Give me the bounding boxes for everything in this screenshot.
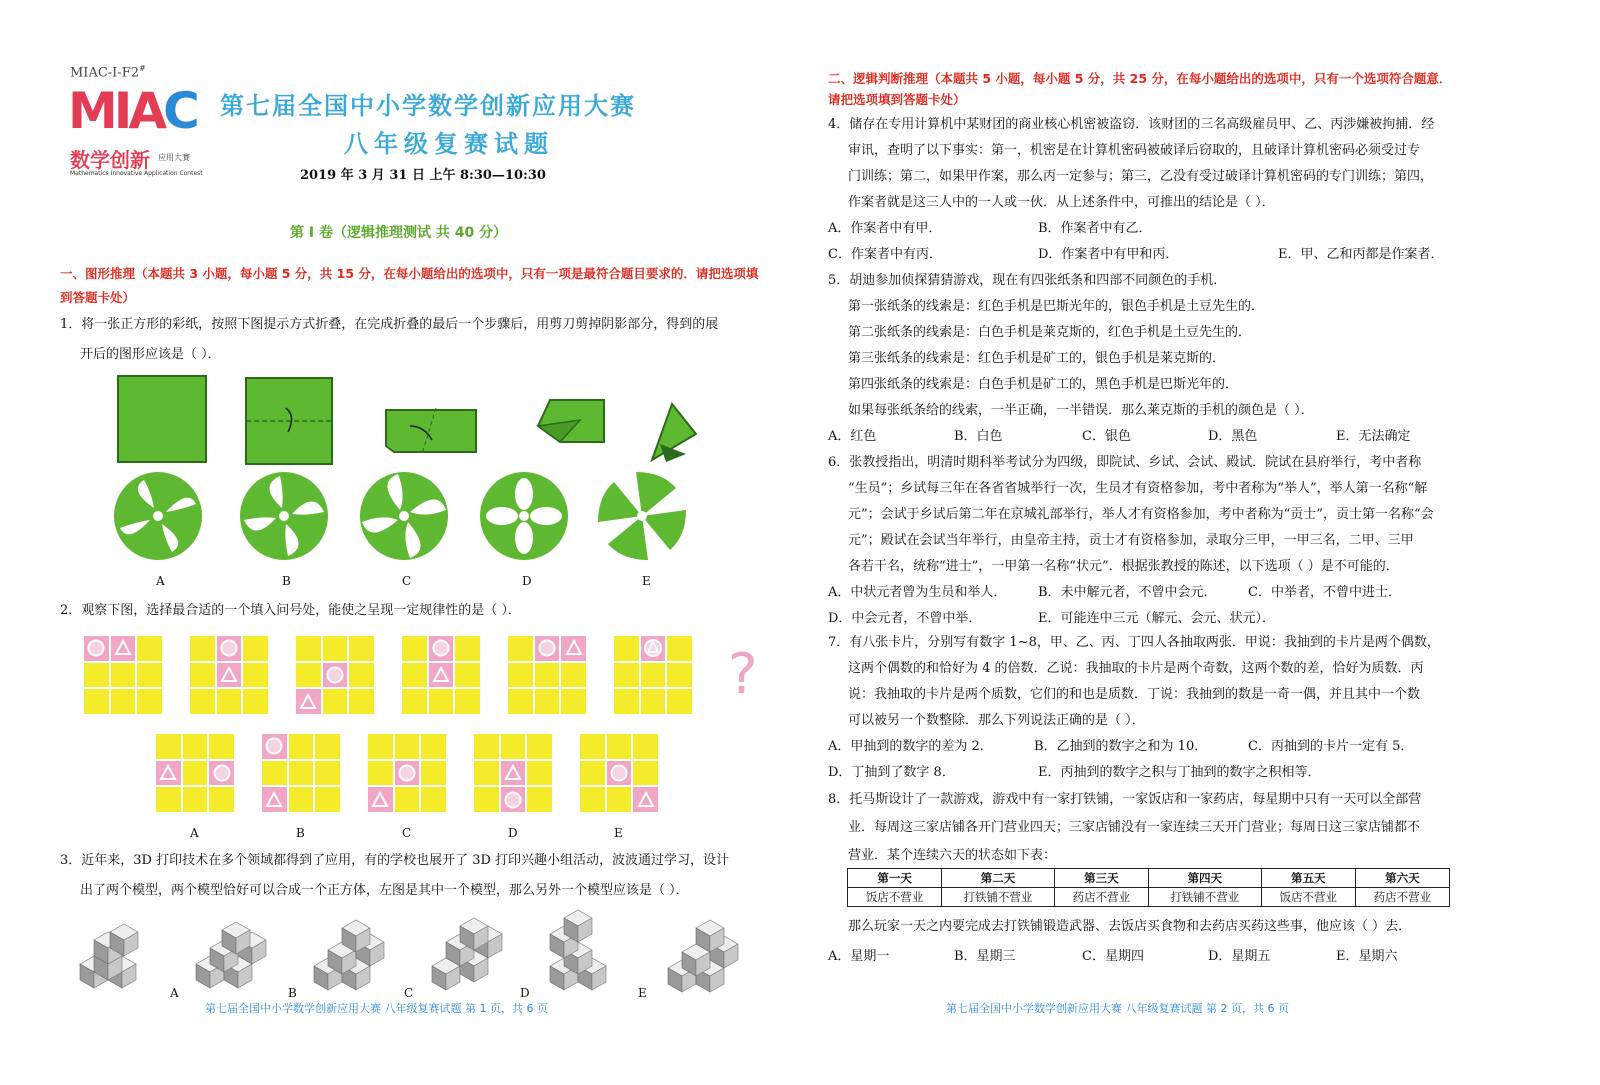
q2-option-grid <box>580 734 658 812</box>
circle-icon <box>538 639 556 657</box>
triangle-icon <box>504 764 522 782</box>
q2-sequence-grid <box>508 636 586 714</box>
fold-step-1 <box>118 376 206 462</box>
grid-cell <box>561 689 586 714</box>
grid-cell <box>421 761 446 786</box>
page-2-footer: 第七届全国中小学数学创新应用大赛 八年级复赛试题 第 2 页，共 6 页 <box>946 1002 1289 1015</box>
grid-cell <box>315 734 340 759</box>
q2-sequence-grid <box>614 636 692 714</box>
q6-option-a: A．中状元者曾为生员和举人． <box>828 585 1007 600</box>
question-6: 6．张教授指出，明清时期科举考试分为四级，即院试、乡试、会试、殿试．院试在县府举行，考中者称 “生员”；乡试每三年在各省省城举行一次，生员才有资格参加，考中者称为“举人”，举人第一名称“解 元”；会试于乡试后第二年在京城礼部举行，举人才有资格参加，考中者称为“贡士”，贡士第一名称“会 元”；殿试在会试当年举行，由皇帝主持，贡士才有资格参加，录取分三甲，一甲三名，二甲、三甲 各若干名，统称“进士”，一甲第一名称“状元”．根据张教授的陈述，以下选项（ ）是不可能的． <box>828 455 1434 574</box>
q2-option-c-label: C <box>402 826 412 840</box>
grid-cell <box>262 787 287 812</box>
triangle-icon <box>637 791 655 809</box>
grid-cell <box>527 761 552 786</box>
volume-title: 第 I 卷（逻辑推理测试 共 40 分） <box>290 225 508 241</box>
question-1: 1．将一张正方形的彩纸，按照下图提示方式折叠，在完成折叠的最后一个步骤后，用剪刀剪掉阴影部分，得到的展 开后的图形应该是（ ）． <box>60 317 719 362</box>
question-2: 2．观察下图，选择最合适的一个填入问号处，能使之呈现一定规律性的是（ ）． <box>60 603 521 618</box>
grid-cell <box>614 636 639 661</box>
q3-option-e-model <box>668 920 738 992</box>
grid-cell <box>607 761 632 786</box>
grid-cell <box>429 663 454 688</box>
grid-cell <box>455 689 480 714</box>
grid-cell <box>535 689 560 714</box>
grid-cell <box>156 734 181 759</box>
folding-steps-figure <box>110 370 710 470</box>
fold-step-3 <box>386 408 476 454</box>
question-4: 4．储存在专用计算机中某财团的商业核心机密被盗窃．该财团的三名高级雇员甲、乙、丙涉嫌被拘捕．经 审讯，查明了以下事实：第一，机密是在计算机密码被破译后窃取的，且破译计算机密码必须受过专 门训练；第二，如果甲作案，那么丙一定参与；第三，乙没有受过破译计算机密码的专门训练；第四， 作案者就是这三人中的一人或一伙．从上述条件中，可推出的结论是（ ）． <box>828 117 1435 210</box>
q8-option-a: A．星期一 <box>828 949 890 964</box>
q3-cube-models-figure <box>70 906 760 998</box>
grid-cell <box>633 761 658 786</box>
grid-cell <box>402 636 427 661</box>
grid-cell <box>641 663 666 688</box>
q1-option-b-figure <box>240 472 328 560</box>
grid-cell <box>527 734 552 759</box>
grid-cell <box>323 689 348 714</box>
grid-cell <box>296 636 321 661</box>
grid-cell <box>641 689 666 714</box>
exam-title: 第七届全国中小学数学创新应用大赛 <box>220 92 636 120</box>
grid-cell <box>217 636 242 661</box>
q1-option-a-figure <box>114 472 202 560</box>
grid-cell <box>349 663 374 688</box>
q2-option-d-label: D <box>508 826 518 840</box>
grid-cell <box>84 689 109 714</box>
q6-option-b: B．未中解元者，不曾中会元． <box>1038 585 1217 600</box>
q7-option-d: D．丁抽到了数字 8． <box>828 765 955 780</box>
q2-option-b-label: B <box>296 826 305 840</box>
q3-option-b-model <box>314 920 384 990</box>
grid-cell <box>217 689 242 714</box>
grid-cell <box>368 761 393 786</box>
circle-icon <box>326 666 344 684</box>
table-header-cell: 第六天 <box>1355 869 1449 888</box>
triangle-icon <box>114 639 132 657</box>
question-mark-icon: ? <box>728 642 758 707</box>
grid-cell <box>455 663 480 688</box>
q8-option-d: D．星期五 <box>1208 949 1271 964</box>
grid-cell <box>349 689 374 714</box>
grid-cell <box>323 663 348 688</box>
grid-cell <box>508 663 533 688</box>
grid-cell <box>315 787 340 812</box>
exam-subtitle: 八年级复赛试题 <box>344 130 554 158</box>
q2-sequence-grid <box>190 636 268 714</box>
circle-icon <box>398 764 416 782</box>
grid-cell <box>209 787 234 812</box>
grid-cell <box>289 734 314 759</box>
table-cell: 打铁铺不营业 <box>1148 888 1261 907</box>
exam-date: 2019 年 3 月 31 日 上午 8:30—10:30 <box>300 168 546 183</box>
grid-cell <box>508 689 533 714</box>
grid-cell <box>156 787 181 812</box>
triangle-icon <box>220 666 238 684</box>
grid-cell <box>607 787 632 812</box>
table-header-cell: 第二天 <box>942 869 1055 888</box>
q1-option-c-figure <box>360 472 448 560</box>
grid-cell <box>323 636 348 661</box>
q8-option-e: E．星期六 <box>1336 949 1398 964</box>
circle-icon <box>432 639 450 657</box>
q2-option-e-label: E <box>614 826 623 840</box>
grid-cell <box>84 636 109 661</box>
grid-cell <box>561 663 586 688</box>
q6-option-c: C．中举者，不曾中进士． <box>1248 585 1401 600</box>
grid-cell <box>508 636 533 661</box>
miac-logo: MIAC 数学创新 应用大赛 Mathematics Innovative Application Contest <box>68 82 203 177</box>
fold-step-2 <box>246 378 332 464</box>
circle-icon <box>213 764 231 782</box>
q3-option-a-model <box>196 922 266 988</box>
q5-option-b: B．白色 <box>954 429 1003 444</box>
grid-cell <box>421 787 446 812</box>
grid-cell <box>368 734 393 759</box>
q1-option-b-label: B <box>282 574 291 588</box>
table-header-cell: 第四天 <box>1148 869 1261 888</box>
q3-option-d-label: D <box>520 986 530 1000</box>
circle-icon <box>220 639 238 657</box>
table-cell: 药店不营业 <box>1355 888 1449 907</box>
grid-cell <box>633 787 658 812</box>
triangle-icon <box>159 764 177 782</box>
grid-cell <box>243 636 268 661</box>
grid-cell <box>402 689 427 714</box>
q8-question-text: 那么玩家一天之内要完成去打铁铺锻造武器、去饭店买食物和去药店买药这些事，他应该（ ）去． <box>848 919 1412 934</box>
q4-option-b: B．作案者中有乙． <box>1038 221 1152 236</box>
grid-cell <box>289 787 314 812</box>
q1-option-c-label: C <box>402 574 412 588</box>
q2-sequence-grid <box>296 636 374 714</box>
question-5: 5．胡迪参加侦探猜猜游戏，现在有四张纸条和四部不同颜色的手机． 第一张纸条的线索是：红色手机是巴斯光年的，银色手机是土豆先生的． 第二张纸条的线索是：白色手机是莱克斯的，红色手机是土豆先生的． 第三张纸条的线索是：红色手机是矿工的，银色手机是莱克斯的． 第四张纸条的线索是：白色手机是矿工的，黑色手机是巴斯光年的． 如果每张纸条给的线索，一半正确，一半错误．那么莱克斯的手机的颜色是（ ）． <box>828 273 1314 418</box>
grid-cell <box>527 787 552 812</box>
section2-heading: 二、逻辑判断推理（本题共 5 小题，每小题 5 分，共 25 分，在每小题给出的选项中，只有一个选项符合题意．请把选项填到答题卡处） <box>828 71 1452 107</box>
grid-cell <box>243 663 268 688</box>
grid-cell <box>349 636 374 661</box>
q5-option-c: C．银色 <box>1082 429 1131 444</box>
grid-cell <box>474 787 499 812</box>
circle-icon <box>504 791 522 809</box>
q5-option-a: A．红色 <box>828 429 877 444</box>
q1-option-d-figure <box>480 472 568 560</box>
circle-icon <box>610 764 628 782</box>
grid-cell <box>137 663 162 688</box>
q7-option-c: C．丙抽到的卡片一定有 5． <box>1248 739 1414 754</box>
table-cell: 饭店不营业 <box>1261 888 1355 907</box>
grid-cell <box>262 734 287 759</box>
grid-cell <box>421 734 446 759</box>
q2-sequence-grid <box>402 636 480 714</box>
fold-step-5 <box>652 404 696 462</box>
grid-cell <box>111 663 136 688</box>
grid-cell <box>395 734 420 759</box>
q4-option-c: C．作案者中有丙． <box>828 247 942 262</box>
grid-cell <box>667 689 692 714</box>
grid-cell <box>190 636 215 661</box>
triangle-icon <box>299 693 317 711</box>
q1-option-e-label: E <box>642 574 651 588</box>
table-header-cell: 第一天 <box>848 869 942 888</box>
grid-cell <box>429 636 454 661</box>
document-code: MIAC-I-F2# <box>70 64 146 81</box>
q8-week-table <box>847 868 1450 907</box>
grid-cell <box>641 636 666 661</box>
grid-cell <box>633 734 658 759</box>
q2-sequence-grid <box>84 636 162 714</box>
grid-cell <box>501 787 526 812</box>
grid-cell <box>501 761 526 786</box>
q3-option-b-label: B <box>288 986 297 1000</box>
q2-option-grid <box>156 734 234 812</box>
q2-option-a-label: A <box>190 826 199 840</box>
grid-cell <box>535 663 560 688</box>
table-cell: 药店不营业 <box>1054 888 1148 907</box>
q8-option-c: C．星期四 <box>1082 949 1144 964</box>
grid-cell <box>474 734 499 759</box>
q2-option-grid <box>474 734 552 812</box>
question-3: 3．近年来，3D 打印技术在多个领域都得到了应用，有的学校也展开了 3D 打印兴趣小组活动，波波通过学习，设计 出了两个模型，两个模型恰好可以合成一个正方体，左图是其中一个模型，那么另外一个模型应该是（ ）． <box>60 853 730 898</box>
grid-cell <box>183 787 208 812</box>
q4-option-a: A．作案者中有甲． <box>828 221 942 236</box>
grid-cell <box>137 636 162 661</box>
grid-cell <box>156 761 181 786</box>
grid-cell <box>580 787 605 812</box>
q3-option-a-label: A <box>170 986 179 1000</box>
grid-cell <box>667 636 692 661</box>
triangle-icon <box>565 639 583 657</box>
grid-cell <box>183 734 208 759</box>
grid-cell <box>395 761 420 786</box>
grid-cell <box>561 636 586 661</box>
grid-cell <box>429 689 454 714</box>
grid-cell <box>183 761 208 786</box>
table-cell: 饭店不营业 <box>848 888 942 907</box>
grid-cell <box>455 636 480 661</box>
q6-option-d: D．中会元者，不曾中举． <box>828 611 982 626</box>
grid-cell <box>368 787 393 812</box>
grid-cell <box>111 636 136 661</box>
q3-option-d-model <box>550 910 606 990</box>
triangle-icon <box>265 791 283 809</box>
q3-given-model <box>80 924 138 988</box>
section1-heading: 一、图形推理（本题共 3 小题，每小题 5 分，共 15 分，在每小题给出的选项中，只有一项是最符合题目要求的．请把选项填到答题卡处） <box>60 266 759 305</box>
grid-cell <box>402 663 427 688</box>
q1-option-d-label: D <box>522 574 532 588</box>
fold-step-4 <box>538 400 604 442</box>
q8-option-b: B．星期三 <box>954 949 1016 964</box>
circle-icon <box>87 639 105 657</box>
grid-cell <box>614 663 639 688</box>
q7-option-e: E．丙抽到的数字之积与丁抽到的数字之积相等． <box>1038 765 1321 780</box>
grid-cell <box>614 689 639 714</box>
grid-cell <box>395 787 420 812</box>
grid-cell <box>296 689 321 714</box>
grid-cell <box>296 663 321 688</box>
q3-option-e-label: E <box>638 986 647 1000</box>
q1-options-figure <box>112 470 712 568</box>
grid-cell <box>289 761 314 786</box>
q3-option-c-label: C <box>404 986 414 1000</box>
q2-option-grid <box>262 734 340 812</box>
grid-cell <box>580 734 605 759</box>
triangle-in-circle-icon <box>643 638 663 658</box>
q6-option-e: E．可能连中三元（解元、会元、状元）． <box>1038 611 1275 626</box>
grid-cell <box>243 689 268 714</box>
grid-cell <box>474 761 499 786</box>
q1-option-a-label: A <box>156 574 165 588</box>
grid-cell <box>501 734 526 759</box>
grid-cell <box>217 663 242 688</box>
grid-cell <box>607 734 632 759</box>
q7-option-a: A．甲抽到的数字的差为 2． <box>828 739 993 754</box>
page-1-footer: 第七届全国中小学数学创新应用大赛 八年级复赛试题 第 1 页，共 6 页 <box>205 1002 548 1015</box>
triangle-icon <box>432 666 450 684</box>
table-cell: 打铁铺不营业 <box>942 888 1055 907</box>
q3-option-c-model <box>432 918 502 990</box>
q4-option-e: E．甲、乙和丙都是作案者． <box>1278 247 1444 262</box>
q2-option-grid <box>368 734 446 812</box>
circle-icon <box>265 737 283 755</box>
grid-cell <box>315 761 340 786</box>
grid-cell <box>667 663 692 688</box>
grid-cell <box>190 689 215 714</box>
grid-cell <box>111 689 136 714</box>
grid-cell <box>535 636 560 661</box>
q1-option-e-figure <box>598 472 686 560</box>
grid-cell <box>190 663 215 688</box>
q5-option-e: E．无法确定 <box>1336 429 1411 444</box>
grid-cell <box>137 689 162 714</box>
table-header-cell: 第三天 <box>1054 869 1148 888</box>
grid-cell <box>262 761 287 786</box>
grid-cell <box>580 761 605 786</box>
grid-cell <box>84 663 109 688</box>
grid-cell <box>209 761 234 786</box>
q5-option-d: D．黑色 <box>1208 429 1258 444</box>
question-7: 7．有八张卡片，分别写有数字 1~8，甲、乙、丙、丁四人各抽取两张．甲说：我抽到的卡片是两个偶数， 这两个偶数的和恰好为 4 的倍数．乙说：我抽取的卡片是两个奇数，这两个数的差，恰好为质数．丙 说：我抽取的卡片是两个质数，它们的和也是质数．丁说：我抽到的数是一奇一偶，并且其中一个数 可以被另一个数整除．那么下列说法正确的是（ ）． <box>828 635 1440 728</box>
q7-option-b: B．乙抽到的数字之和为 10． <box>1034 739 1208 754</box>
q4-option-d: D．作案者中有甲和丙． <box>1038 247 1179 262</box>
triangle-icon <box>371 791 389 809</box>
table-header-cell: 第五天 <box>1261 869 1355 888</box>
grid-cell <box>209 734 234 759</box>
question-8: 8．托马斯设计了一款游戏，游戏中有一家打铁铺，一家饭店和一家药店，每星期中只有一天可以全部营 业．每周这三家店铺各开门营业四天；三家店铺没有一家连续三天开门营业；每周日这三家店铺都不 营业．某个连续六天的状态如下表： <box>828 792 1422 863</box>
exam-page-2 <box>820 0 1600 1085</box>
